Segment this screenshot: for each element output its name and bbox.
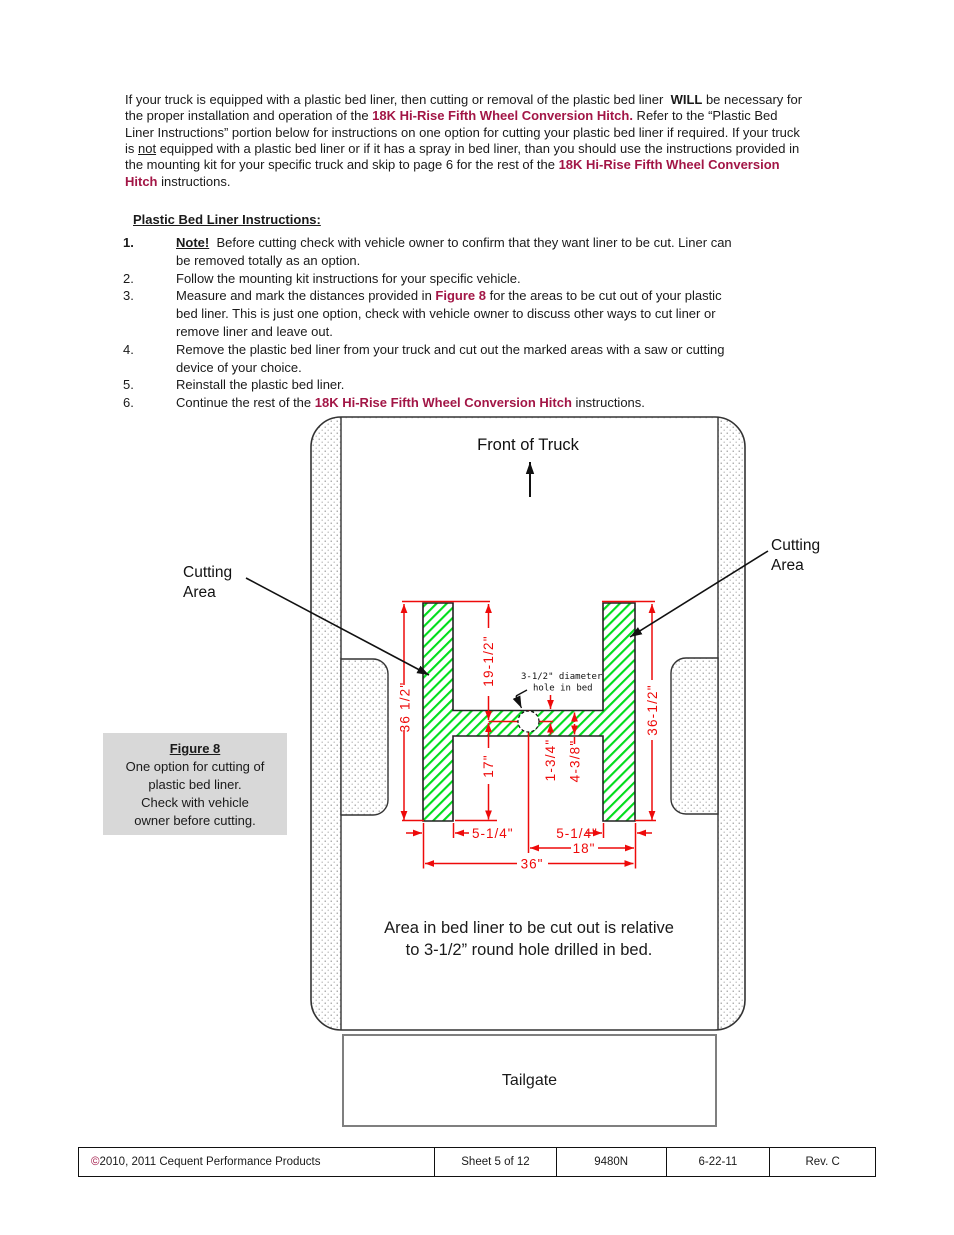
- item-number: 1.: [123, 235, 134, 250]
- tailgate-label: Tailgate: [501, 1071, 558, 1089]
- wheel-well-right: [671, 658, 718, 814]
- text-line: the proper installation and operation of the 18K Hi-Rise Fifth Wheel Conversion Hitch. Refer to the “Plastic Bed: [125, 108, 778, 124]
- intro-paragraph: [125, 92, 802, 190]
- diagram-caption: [328, 917, 730, 961]
- footer-sheet-cell: Sheet 5 of 12: [434, 1148, 556, 1176]
- figure8-note-line: One option for cutting of: [125, 759, 265, 774]
- wheel-well-left: [341, 659, 388, 815]
- cutting-area-left-line2: Area: [183, 584, 216, 601]
- hole-label-line1: 3-1/2" diameter: [521, 672, 603, 682]
- caption-line2: to 3-1/2” round hole drilled in bed.: [405, 941, 653, 959]
- item-number: 2.: [123, 270, 134, 286]
- cutting-area-left-line1: Cutting: [183, 564, 233, 581]
- text-line: Liner Instructions” portion below for instructions on one option for cutting your plastic bed liner if required. If your truck: [125, 124, 800, 140]
- text-line: be removed totally as an option.: [176, 252, 361, 268]
- footer-part-number-cell: 9480N: [556, 1148, 666, 1176]
- dim-hole-to-bottom-label: 17": [481, 754, 496, 778]
- dim-right-height-label: 36-1/2": [645, 684, 660, 736]
- figure8-title: Figure 8: [169, 741, 221, 756]
- instruction-item: [123, 234, 839, 270]
- dim-left-col-width-label: 5-1/4": [472, 826, 514, 841]
- caption-line1: Area in bed liner to be cut out is relative: [384, 919, 674, 937]
- instruction-item: [123, 270, 839, 288]
- text-line: Follow the mounting kit instructions for your specific vehicle.: [176, 270, 521, 286]
- footer-revision-cell: Rev. C: [769, 1148, 875, 1176]
- dim-top-to-hole-label: 19-1/2": [481, 635, 496, 687]
- instruction-item: [123, 394, 839, 412]
- dim-band-height-label: 4-3/8": [567, 739, 583, 783]
- figure8-note-box: [103, 733, 287, 835]
- instructions-list: [123, 234, 839, 412]
- text-line: the mounting kit for your specific truck and skip to page 6 for the rest of the 18K Hi-Rise Fifth Wheel Conversion: [125, 157, 780, 173]
- text-line: Note! Before cutting check with vehicle owner to confirm that they want liner to be cut. Liner can: [176, 235, 732, 250]
- dim-right-col-width-label: 5-1/4": [556, 826, 598, 841]
- instructions-heading: Plastic Bed Liner Instructions:: [133, 212, 321, 227]
- instruction-item: [123, 287, 839, 340]
- text-line: Continue the rest of the 18K Hi-Rise Fifth Wheel Conversion Hitch instructions.: [176, 395, 645, 411]
- text-line: Measure and mark the distances provided in Figure 8 for the areas to be cut out of your plastic: [176, 288, 722, 304]
- hole-label-line2: hole in bed: [533, 683, 593, 694]
- item-number: 5.: [123, 377, 134, 393]
- figure8-note-line: plastic bed liner.: [148, 777, 242, 792]
- cutting-area-right-line1: Cutting: [771, 537, 821, 554]
- footer-table: [78, 1147, 876, 1177]
- text-line: Remove the plastic bed liner from your truck and cut out the marked areas with a saw or cutting: [176, 341, 725, 357]
- dim-total-width-label: 36": [520, 856, 544, 872]
- dim-hole-to-right-label: 18": [572, 841, 596, 856]
- item-number: 3.: [123, 288, 134, 304]
- footer-date-cell: 6-22-11: [666, 1148, 770, 1176]
- figure8-note-line: Check with vehicle: [141, 795, 249, 810]
- instruction-item: [123, 376, 839, 394]
- footer-copyright-cell: © 2010, 2011 Cequent Performance Products: [91, 1156, 321, 1168]
- front-of-truck-label: Front of Truck: [477, 436, 579, 454]
- cutting-area-right-label: [771, 536, 820, 576]
- tailgate-box: [342, 1034, 717, 1127]
- text-line: If your truck is equipped with a plastic bed liner, then cutting or removal of the plastic bed liner WILL be necessary for: [125, 92, 803, 107]
- text-line: Hitch instructions.: [125, 173, 231, 189]
- item-number: 4.: [123, 341, 134, 357]
- figure8-note-line: owner before cutting.: [134, 813, 256, 828]
- instruction-item: [123, 341, 839, 377]
- cutting-area-right-line2: Area: [771, 557, 804, 574]
- text-line: bed liner. This is just one option, check with vehicle owner to discuss other ways to cut liner or: [176, 306, 716, 322]
- text-line: Reinstall the plastic bed liner.: [176, 377, 345, 393]
- text-line: device of your choice.: [176, 359, 302, 375]
- cutting-area-left-label: [183, 563, 232, 603]
- text-line: is not equipped with a plastic bed liner or if it has a spray in bed liner, than you should use the instructions provided in: [125, 141, 800, 157]
- dim-left-height-label: 36 1/2": [397, 681, 413, 733]
- item-number: 6.: [123, 395, 134, 411]
- dim-band-top-to-hole-label: 1-3/4": [543, 738, 558, 782]
- text-line: remove liner and leave out.: [176, 323, 333, 339]
